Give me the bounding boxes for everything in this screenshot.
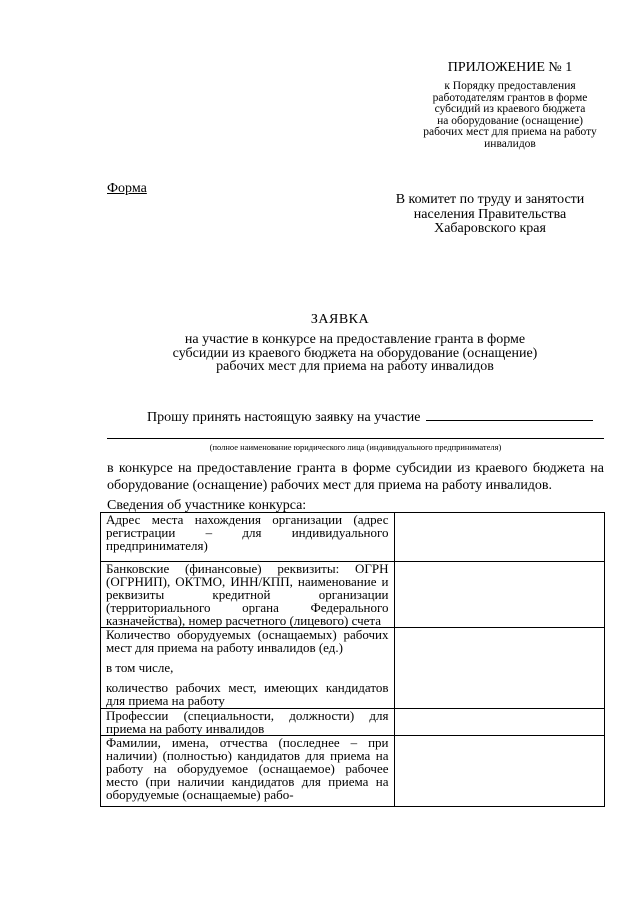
document-title: ЗАЯВКА (310, 312, 370, 327)
appendix-line: инвалидов (484, 137, 536, 150)
table-row (101, 709, 605, 736)
applicant-name-line[interactable] (107, 438, 604, 439)
addressee-block (368, 193, 612, 237)
row-label-text: Количество оборудуемых (оснащаемых) рабочих мест для приема на работу инвалидов (ед.) (106, 627, 389, 655)
row-label-text: в том числе, (106, 660, 174, 675)
info-heading: Сведения об участнике конкурса: (107, 498, 307, 513)
document-subtitle (120, 333, 590, 374)
row-label-text: Фамилии, имена, отчества (последнее – при наличии) (полностью) кандидатов для приема на работу на оборудуемое (оснащаемое) рабочее место (при наличии кандидатов для приема на оборудуемые (оснащаемые) рабо- (106, 735, 389, 802)
table-row (101, 628, 605, 709)
subtitle-line: рабочих мест для приема на работу инвалидов (216, 359, 494, 374)
addressee-line: населения Правительства (413, 206, 567, 222)
subtitle-line: субсидии из краевого бюджета на оборудование (оснащение) (172, 345, 538, 361)
addressee-line: В комитет по труду и занятости (395, 192, 585, 207)
form-label: Форма (107, 181, 147, 196)
appendix-line: к Порядку предоставления (444, 80, 576, 92)
appendix-line: работодателям грантов в форме (432, 91, 588, 104)
request-text: Прошу принять настоящую заявку на участие (147, 410, 421, 425)
row-label-text: Адрес места нахождения организации (адрес регистрации – для индивидуального предпринимателя) (106, 512, 389, 553)
row-value-cell[interactable] (394, 628, 604, 709)
applicant-name-blank[interactable] (426, 408, 593, 421)
row-label (101, 562, 395, 628)
appendix-line: на оборудование (оснащение) (437, 114, 583, 127)
table-row (101, 562, 605, 628)
applicant-name-caption: (полное наименование юридического лица (индивидуального предпринимателя) (209, 442, 502, 452)
appendix-line: субсидий из краевого бюджета (434, 103, 586, 115)
row-value-cell[interactable] (394, 562, 604, 628)
table-row (101, 513, 605, 562)
subtitle-line: на участие в конкурсе на предоставление гранта в форме (184, 332, 526, 347)
request-line (147, 408, 593, 426)
addressee-line: Хабаровского края (434, 221, 546, 236)
row-label-text: Банковские (финансовые) реквизиты: ОГРН (ОГРНИП), ОКТМО, ИНН/КПП, наименование и реквизиты кредитной организации (территориального органа Федерального казначейства), номер расчетного (лицевого) счета (106, 561, 389, 628)
row-label (101, 736, 395, 807)
row-label (101, 628, 395, 709)
appendix-title: ПРИЛОЖЕНИЕ № 1 (447, 60, 573, 75)
row-value-cell[interactable] (394, 736, 604, 807)
row-value-cell[interactable] (394, 709, 604, 736)
table-row (101, 736, 605, 807)
appendix-line: рабочих мест для приема на работу (423, 126, 597, 138)
appendix-subtitle (400, 81, 620, 150)
participant-info-table (100, 512, 605, 807)
row-label (101, 513, 395, 562)
row-label (101, 709, 395, 736)
appendix-block (400, 60, 620, 150)
row-value-cell[interactable] (394, 513, 604, 562)
row-label-text: Профессии (специальности, должности) для приема на работу инвалидов (106, 708, 389, 736)
row-label-text: количество рабочих мест, имеющих кандидатов для приема на работу (106, 680, 389, 708)
contest-paragraph: в конкурсе на предоставление гранта в форме субсидии из краевого бюджета на оборудование (оснащение) рабочих мест для приема на работу инвалидов. (107, 461, 604, 493)
